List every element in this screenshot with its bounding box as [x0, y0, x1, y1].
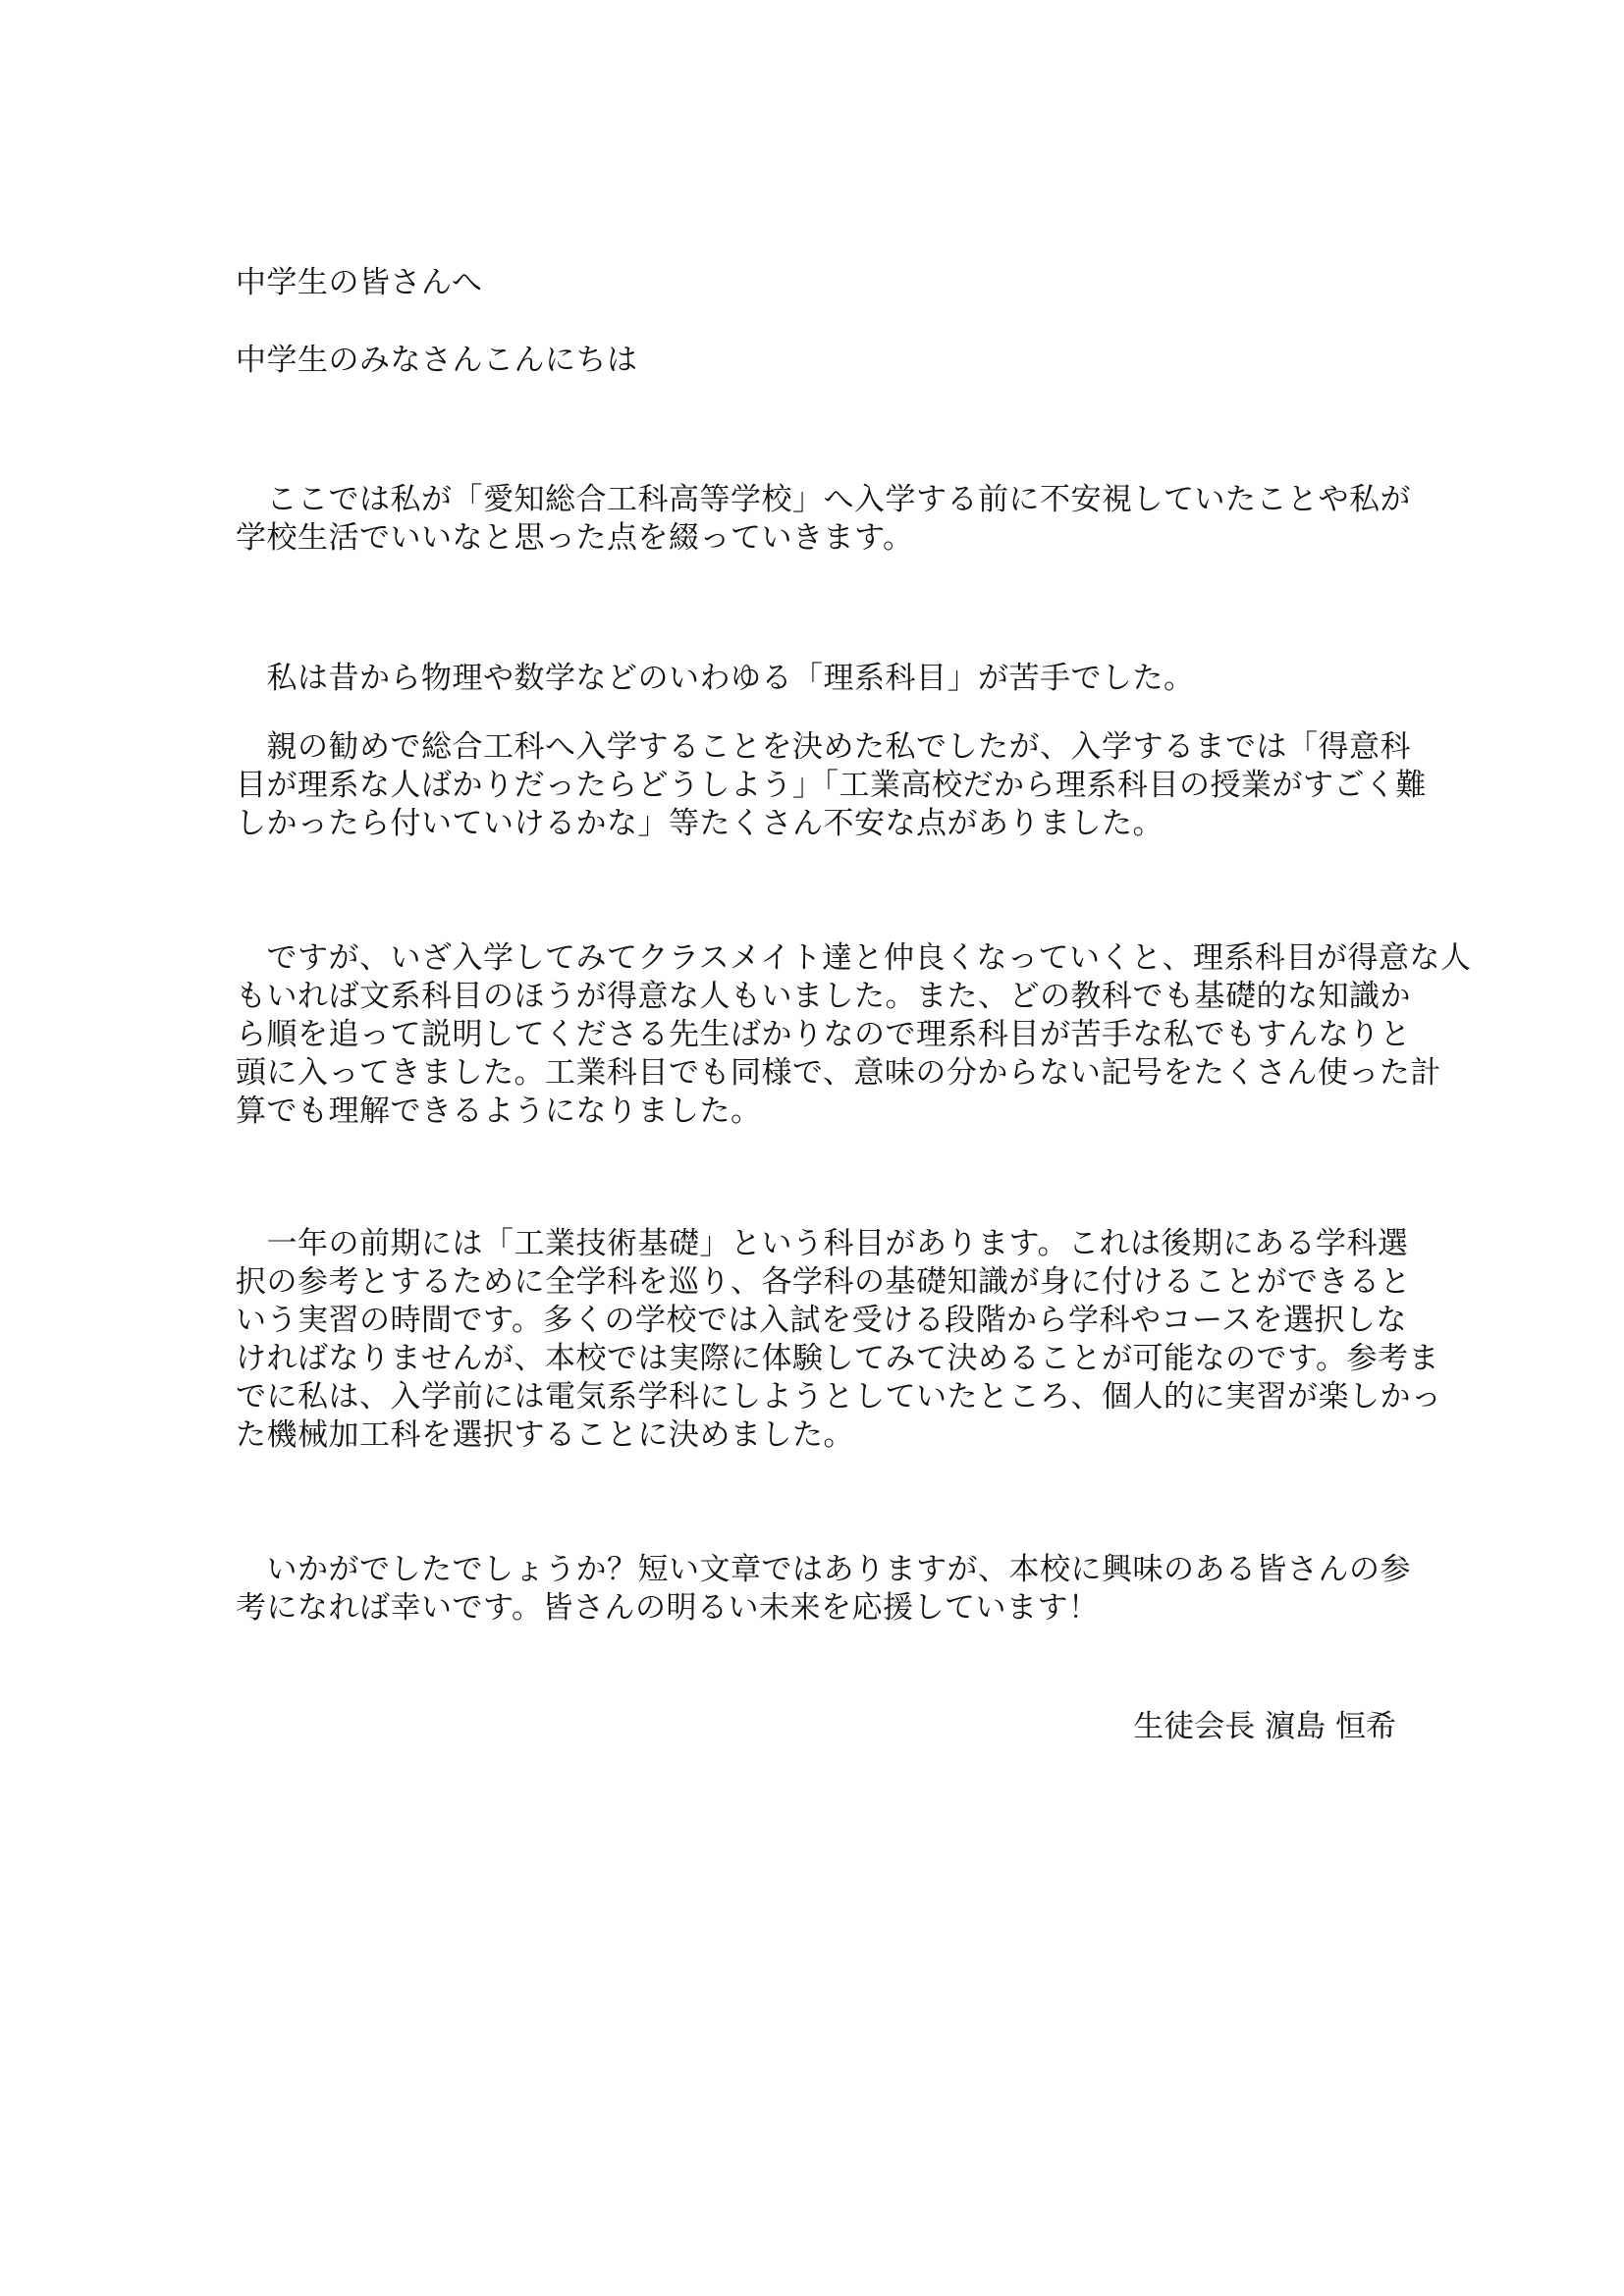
- paragraph-4-line-1: ですが、いざ入学してみてクラスメイト達と仲良くなっていくと、理系科目が得意な人: [236, 940, 1472, 976]
- paragraph-5-line-5: でに私は、入学前には電気系学科にしようとしていたところ、個人的に実習が楽しかっ: [236, 1379, 1442, 1415]
- paragraph-3-line-2: 目が理系な人ばかりだったらどうしよう」「工業高校だから理系科目の授業がすごく難: [236, 768, 1427, 803]
- paragraph-4-line-5: 算でも理解できるようになりました。: [236, 1094, 762, 1129]
- paragraph-3-line-1: 親の勧めで総合工科へ入学することを決めた私でしたが、入学するまでは「得意科: [236, 729, 1411, 765]
- greeting: 中学生のみなさんこんにちは: [236, 343, 638, 378]
- paragraph-1-line-1: ここでは私が「愛知総合工科高等学校」へ入学する前に不安視していたことや私が: [236, 482, 1411, 517]
- paragraph-5-line-4: ければなりませんが、本校では実際に体験してみて決めることが可能なのです。参考ま: [236, 1341, 1440, 1376]
- paragraph-6-line-1: いかがでしたでしょうか？短い文章ではありますが、本校に興味のある皆さんの参: [236, 1552, 1411, 1587]
- paragraph-4-line-3: ら順を追って説明してくださる先生ばかりなので理系科目が苦手な私でもすんなりと: [236, 1017, 1411, 1052]
- paragraph-4-line-4: 頭に入ってきました。工業科目でも同様で、意味の分からない記号をたくさん使った計: [236, 1055, 1441, 1091]
- paragraph-5-line-1: 一年の前期には「工業技術基礎」という科目があります。これは後期にある学科選: [236, 1226, 1409, 1261]
- salutation: 中学生の皆さんへ: [236, 265, 483, 300]
- paragraph-5-line-2: 択の参考とするために全学科を巡り、各学科の基礎知識が身に付けることができると: [236, 1264, 1411, 1300]
- paragraph-2-line-1: 私は昔から物理や数学などのいわゆる「理系科目」が苦手でした。: [236, 661, 1195, 696]
- paragraph-6-line-2: 考になれば幸いです。皆さんの明るい未来を応援しています！: [236, 1590, 1100, 1626]
- paragraph-4-line-2: もいれば文系科目のほうが得意な人もいました。また、どの教科でも基礎的な知識か: [236, 979, 1411, 1014]
- paragraph-3-line-3: しかったら付いていけるかな」等たくさん不安な点がありました。: [236, 806, 1164, 841]
- paragraph-5-line-6: た機械加工科を選択することに決めました。: [236, 1417, 854, 1453]
- paragraph-5-line-3: いう実習の時間です。多くの学校では入試を受ける段階から学科やコースを選択しな: [236, 1303, 1407, 1338]
- signature: 生徒会長 濵島 恒希: [1133, 1709, 1396, 1744]
- paragraph-1-line-2: 学校生活でいいなと思った点を綴っていきます。: [236, 520, 914, 556]
